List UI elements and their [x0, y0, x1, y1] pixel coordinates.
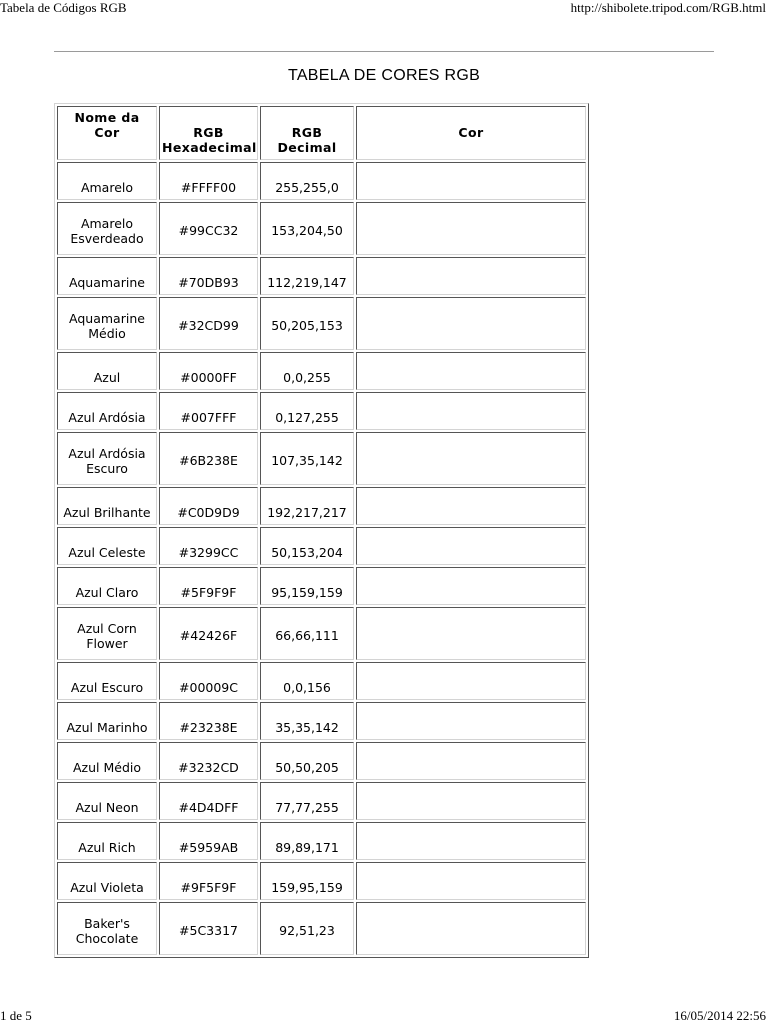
- cell-color-swatch: [356, 527, 586, 565]
- cell-color-name-line1: Azul Violeta: [70, 879, 144, 895]
- header-rgb-hex-line2: Hexadecimal: [162, 140, 257, 155]
- cell-color-name-line1: Azul Brilhante: [63, 504, 151, 520]
- cell-color-name-line2: Esverdeado: [70, 230, 144, 246]
- header-color-name-line2: Cor: [94, 125, 120, 140]
- cell-rgb-hex: #6B238E: [159, 432, 258, 485]
- cell-color-swatch: [356, 432, 586, 485]
- cell-rgb-hex: #007FFF: [159, 392, 258, 430]
- cell-color-name-line2: Escuro: [86, 460, 128, 476]
- cell-color-name: [57, 902, 157, 955]
- cell-rgb-decimal: 159,95,159: [260, 862, 354, 900]
- header-swatch-label: Cor: [458, 125, 484, 140]
- cell-color-name-line1: Azul Ardósia: [68, 445, 146, 461]
- cell-rgb-decimal: 89,89,171: [260, 822, 354, 860]
- table-row: [57, 297, 586, 350]
- print-footer-page: 1 de 5: [0, 1008, 32, 1023]
- cell-color-swatch: [356, 742, 586, 780]
- table-body: [57, 162, 586, 955]
- cell-color-name: [57, 862, 157, 900]
- cell-color-name-line1: Azul: [93, 369, 121, 385]
- cell-color-name-line1: Azul Ardósia: [68, 409, 146, 425]
- cell-color-name: [57, 702, 157, 740]
- header-color-name-line1: Nome da: [74, 110, 140, 125]
- table-row: [57, 862, 586, 900]
- cell-color-name-line1: Azul Claro: [75, 584, 139, 600]
- cell-rgb-decimal: 107,35,142: [260, 432, 354, 485]
- header-rgb-decimal-line2: Decimal: [277, 140, 337, 155]
- cell-rgb-decimal: 192,217,217: [260, 487, 354, 525]
- cell-color-name-line2: Chocolate: [75, 930, 139, 946]
- cell-rgb-hex: #4D4DFF: [159, 782, 258, 820]
- cell-color-name-line1: Azul Celeste: [68, 544, 146, 560]
- header-rgb-decimal: [260, 106, 354, 160]
- cell-rgb-hex: #3232CD: [159, 742, 258, 780]
- cell-rgb-hex: #23238E: [159, 702, 258, 740]
- cell-rgb-decimal: 35,35,142: [260, 702, 354, 740]
- cell-rgb-decimal: 255,255,0: [260, 162, 354, 200]
- cell-color-name-line1: Azul Escuro: [70, 679, 144, 695]
- horizontal-rule: [54, 51, 714, 52]
- cell-color-name-line1: Amarelo: [80, 179, 134, 195]
- cell-color-name: [57, 297, 157, 350]
- cell-color-name-line1: Aquamarine: [69, 274, 145, 290]
- cell-rgb-decimal: 0,0,255: [260, 352, 354, 390]
- cell-color-name: [57, 257, 157, 295]
- table-row: [57, 702, 586, 740]
- table-header-row: [57, 106, 586, 160]
- cell-color-name: [57, 432, 157, 485]
- cell-color-swatch: [356, 487, 586, 525]
- cell-color-swatch: [356, 822, 586, 860]
- cell-color-swatch: [356, 162, 586, 200]
- cell-color-name: [57, 567, 157, 605]
- table-row: [57, 352, 586, 390]
- table-row: [57, 257, 586, 295]
- cell-color-swatch: [356, 202, 586, 255]
- table-row: [57, 567, 586, 605]
- cell-rgb-decimal: 0,127,255: [260, 392, 354, 430]
- cell-rgb-hex: #0000FF: [159, 352, 258, 390]
- print-header-url: http://shibolete.tripod.com/RGB.html: [570, 0, 766, 15]
- print-header-title: Tabela de Códigos RGB: [0, 0, 127, 15]
- header-color-name: [57, 106, 157, 160]
- header-rgb-hex-line1: RGB: [193, 125, 224, 140]
- table-row: [57, 607, 586, 660]
- rgb-color-table: [54, 103, 589, 958]
- table-row: [57, 902, 586, 955]
- header-swatch: [356, 106, 586, 160]
- table-row: [57, 742, 586, 780]
- cell-color-name-line2: Flower: [86, 635, 128, 651]
- cell-rgb-hex: #32CD99: [159, 297, 258, 350]
- cell-color-name-line1: Azul Marinho: [66, 719, 148, 735]
- cell-color-name: [57, 392, 157, 430]
- cell-color-swatch: [356, 662, 586, 700]
- cell-rgb-decimal: 153,204,50: [260, 202, 354, 255]
- cell-rgb-hex: #70DB93: [159, 257, 258, 295]
- cell-color-swatch: [356, 862, 586, 900]
- header-rgb-decimal-line1: RGB: [291, 125, 323, 140]
- cell-rgb-hex: #C0D9D9: [159, 487, 258, 525]
- table-row: [57, 822, 586, 860]
- table-row: [57, 392, 586, 430]
- cell-rgb-hex: #99CC32: [159, 202, 258, 255]
- cell-color-swatch: [356, 702, 586, 740]
- print-footer-date: 16/05/2014 22:56: [673, 1008, 766, 1023]
- cell-color-name-line1: Baker's: [84, 915, 130, 931]
- cell-rgb-decimal: 50,50,205: [260, 742, 354, 780]
- cell-rgb-hex: #9F5F9F: [159, 862, 258, 900]
- cell-color-name: [57, 822, 157, 860]
- table-row: [57, 432, 586, 485]
- cell-color-swatch: [356, 257, 586, 295]
- cell-color-swatch: [356, 297, 586, 350]
- table-row: [57, 202, 586, 255]
- cell-color-name-line1: Azul Rich: [78, 839, 136, 855]
- cell-rgb-decimal: 66,66,111: [260, 607, 354, 660]
- cell-color-swatch: [356, 567, 586, 605]
- cell-rgb-hex: #FFFF00: [159, 162, 258, 200]
- cell-color-name-line1: Azul Neon: [75, 799, 139, 815]
- cell-rgb-decimal: 77,77,255: [260, 782, 354, 820]
- cell-color-swatch: [356, 352, 586, 390]
- cell-rgb-hex: #3299CC: [159, 527, 258, 565]
- table-row: [57, 782, 586, 820]
- cell-rgb-decimal: 92,51,23: [260, 902, 354, 955]
- cell-rgb-hex: #5C3317: [159, 902, 258, 955]
- cell-color-name: [57, 662, 157, 700]
- cell-color-swatch: [356, 607, 586, 660]
- cell-rgb-hex: #00009C: [159, 662, 258, 700]
- cell-color-swatch: [356, 902, 586, 955]
- cell-color-name: [57, 202, 157, 255]
- table-row: [57, 487, 586, 525]
- cell-rgb-hex: #5959AB: [159, 822, 258, 860]
- cell-color-name: [57, 162, 157, 200]
- table-row: [57, 527, 586, 565]
- cell-color-name: [57, 527, 157, 565]
- cell-rgb-decimal: 50,153,204: [260, 527, 354, 565]
- cell-color-name: [57, 742, 157, 780]
- cell-rgb-decimal: 112,219,147: [260, 257, 354, 295]
- cell-color-name-line1: Azul Corn: [77, 620, 137, 636]
- cell-rgb-decimal: 0,0,156: [260, 662, 354, 700]
- cell-color-name-line1: Azul Médio: [72, 759, 141, 775]
- cell-rgb-decimal: 95,159,159: [260, 567, 354, 605]
- header-rgb-hex: [159, 106, 258, 160]
- cell-color-name-line2: Médio: [88, 325, 126, 341]
- table-row: [57, 162, 586, 200]
- cell-color-name-line1: Amarelo: [80, 215, 134, 231]
- cell-color-name-line1: Aquamarine: [69, 310, 145, 326]
- cell-color-name: [57, 352, 157, 390]
- table-row: [57, 662, 586, 700]
- cell-color-swatch: [356, 782, 586, 820]
- cell-color-swatch: [356, 392, 586, 430]
- cell-rgb-decimal: 50,205,153: [260, 297, 354, 350]
- cell-color-name: [57, 487, 157, 525]
- cell-color-name: [57, 607, 157, 660]
- cell-rgb-hex: #5F9F9F: [159, 567, 258, 605]
- cell-color-name: [57, 782, 157, 820]
- page-title: TABELA DE CORES RGB: [287, 67, 481, 84]
- cell-rgb-hex: #42426F: [159, 607, 258, 660]
